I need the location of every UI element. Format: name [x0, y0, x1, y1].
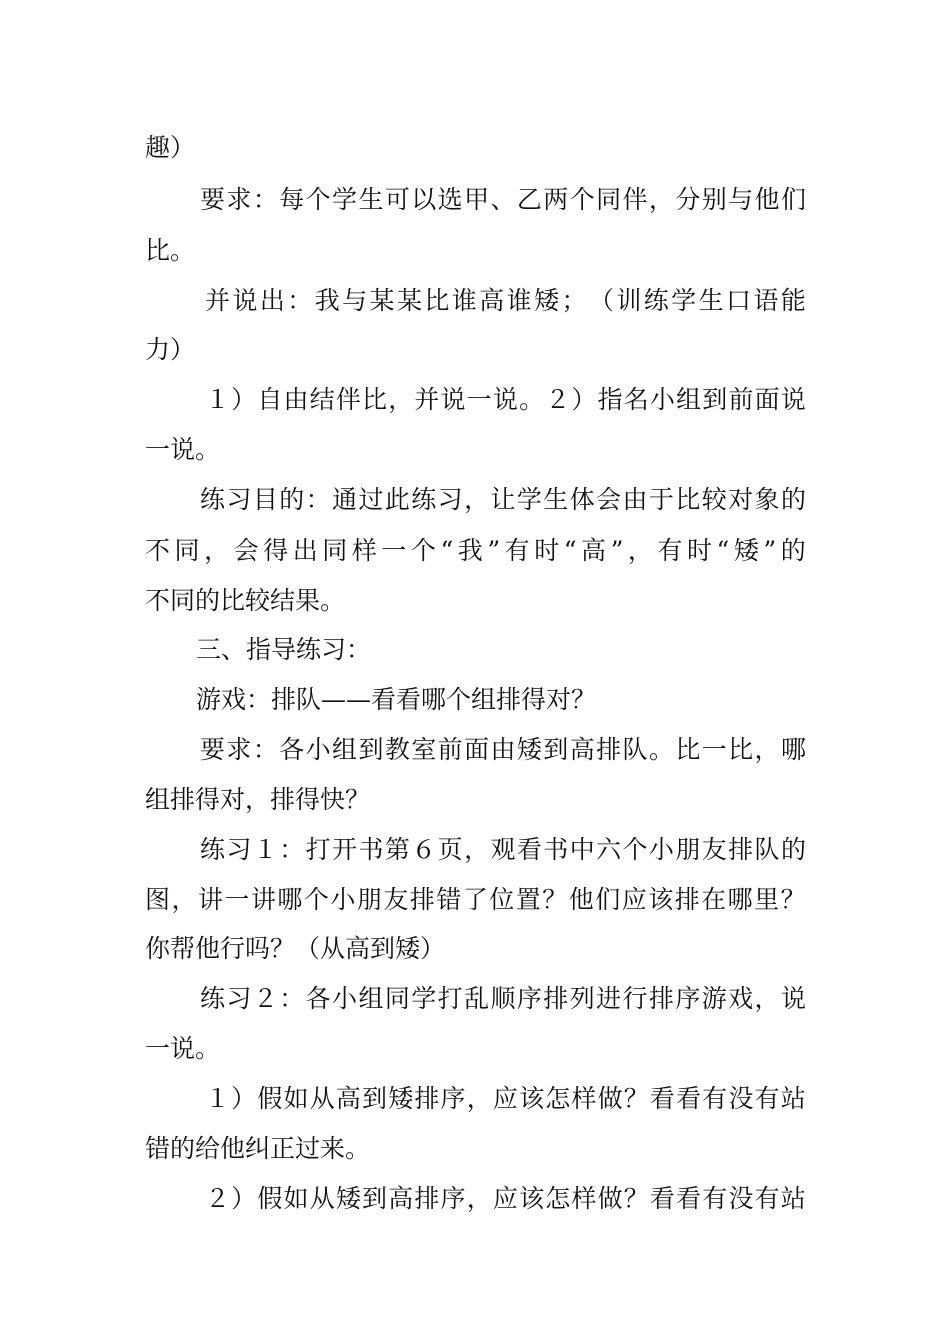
text-line: 图 ， 讲 一 讲 哪 个 小 朋 友 排 错 了 位 置 ？ 他 们 应 该 排 在 哪 里 ？ [145, 885, 806, 914]
text-line: 要 求 ： 每 个 学 生 可 以 选 甲 、 乙 两 个 同 伴 ， 分 别 与 他 们 [200, 185, 806, 214]
text-line: １ ） 假 如 从 高 到 矮 排 序 ， 应 该 怎 样 做 ？ 看 看 有 没 有 站 [205, 1084, 806, 1113]
text-line: 一说。 [145, 1034, 221, 1063]
text-line: 力） [145, 335, 196, 364]
text-line: 要 求 ： 各 小 组 到 教 室 前 面 由 矮 到 高 排 队 。 比 一 比 ， 哪 [200, 735, 806, 764]
text-line: 组排得对，排得快？ [145, 785, 371, 814]
text-line: 错的给他纠正过来。 [145, 1134, 371, 1163]
text-line: 游戏：排队——看看哪个组排得对？ [196, 685, 597, 714]
text-line: 练 习 ２ ： 各 小 组 同 学 打 乱 顺 序 排 列 进 行 排 序 游 戏 ， 说 [200, 984, 806, 1013]
text-line: 并 说 出 ： 我 与 某 某 比 谁 高 谁 矮 ； （ 训 练 学 生 口 语 能 [205, 286, 806, 315]
text-line: 不同的比较结果。 [145, 586, 346, 615]
text-line: 不 同 ， 会 得 出 同 样 一 个 “ 我 ” 有 时 “ 高 ” ， 有 时 “ 矮 ” 的 [145, 536, 806, 565]
text-line: 一说。 [145, 435, 221, 464]
text-line: 趣） [145, 133, 196, 162]
text-line: １ ） 自 由 结 伴 比 ， 并 说 一 说 。 ２ ） 指 名 小 组 到 前 面 说 [205, 385, 806, 414]
text-line: 比。 [145, 236, 196, 265]
text-line: 练 习 １ ： 打 开 书 第 ６ 页 ， 观 看 书 中 六 个 小 朋 友 排 队 的 [200, 835, 806, 864]
text-line: 练 习 目 的 ： 通 过 此 练 习 ， 让 学 生 体 会 由 于 比 较 对 象 的 [200, 485, 806, 514]
section-heading: 三、指导练习： [196, 635, 372, 664]
text-line: 你帮他行吗？（从高到矮） [145, 934, 446, 963]
text-line: ２ ） 假 如 从 矮 到 高 排 序 ， 应 该 怎 样 做 ？ 看 看 有 没 有 站 [205, 1184, 806, 1213]
